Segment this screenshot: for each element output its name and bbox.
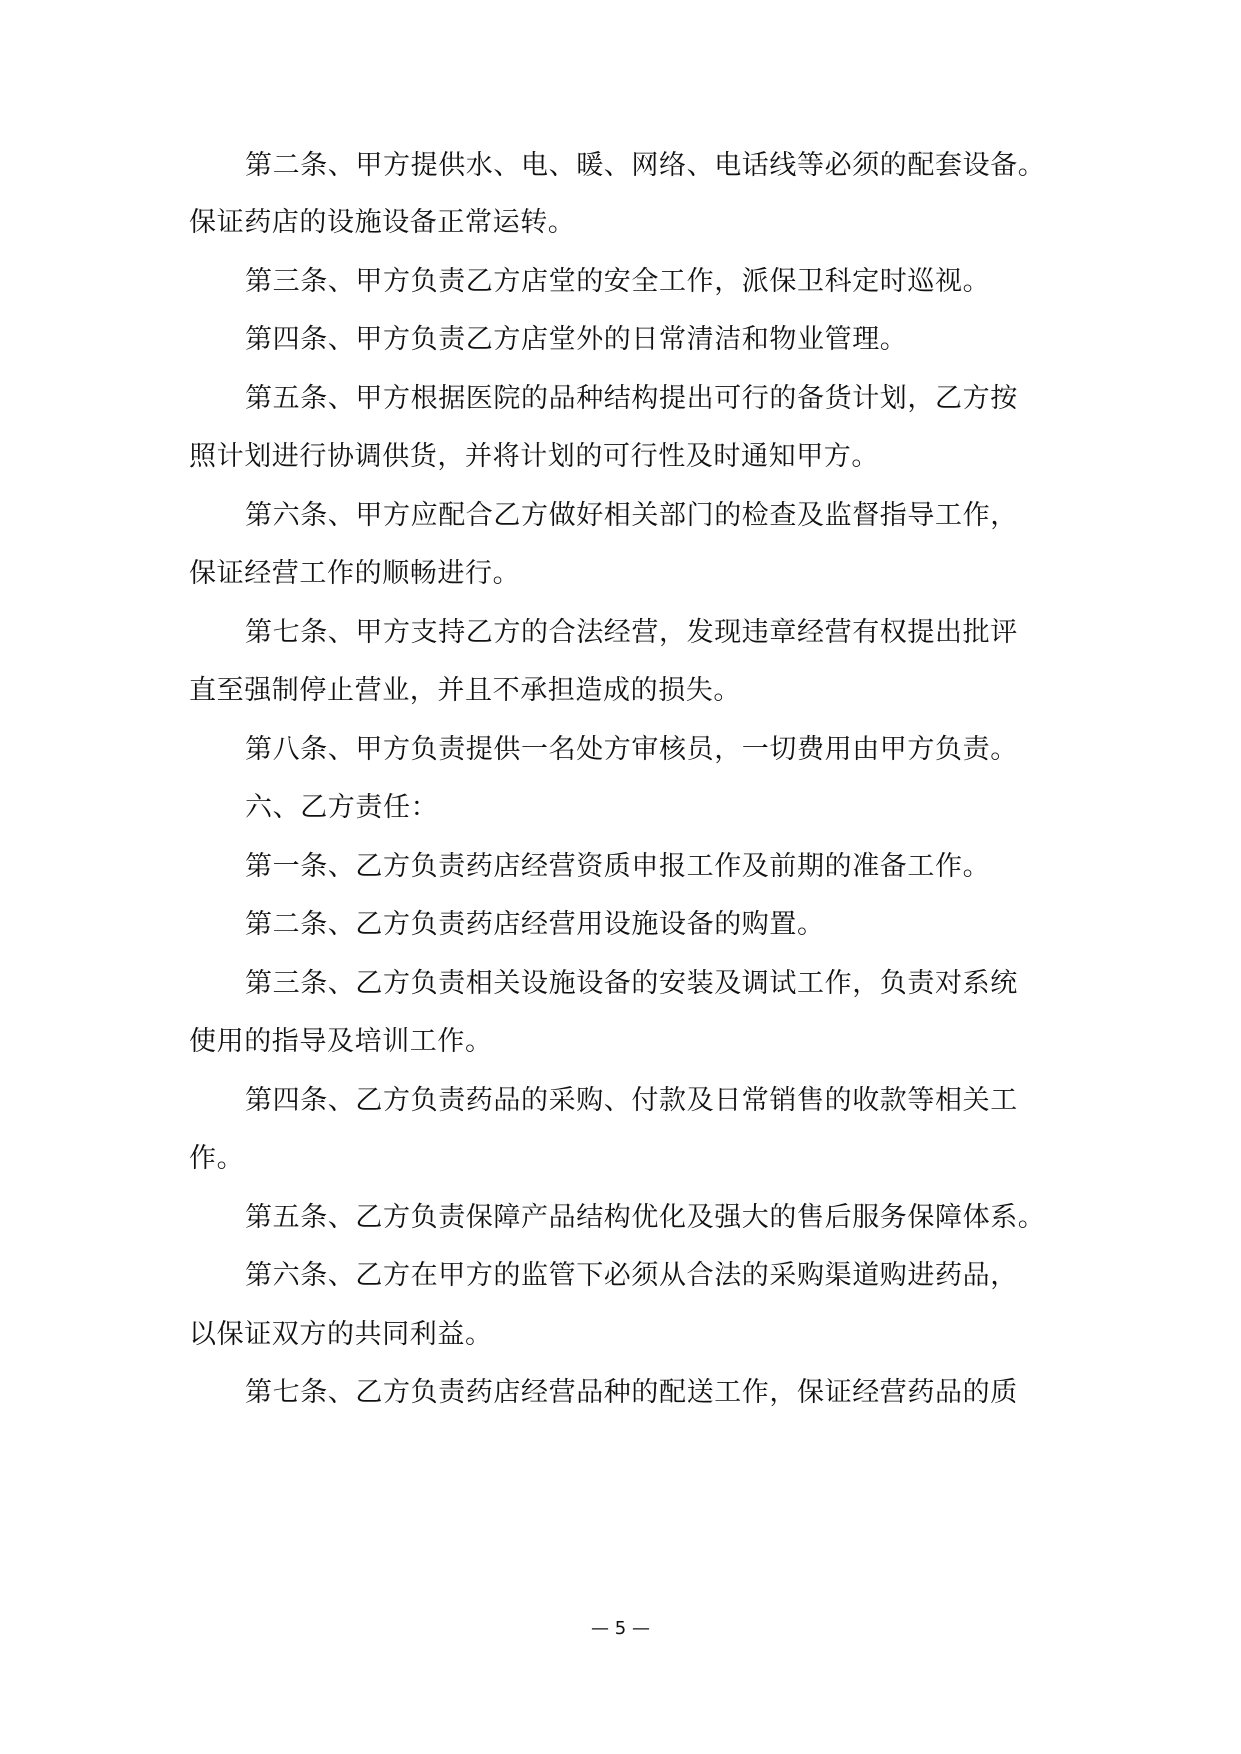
text-line: 第六条、乙方在甲方的监管下必须从合法的采购渠道购进药品， [245, 1260, 1018, 1291]
text-line: 第四条、乙方负责药品的采购、付款及日常销售的收款等相关工 [245, 1085, 1018, 1116]
text-line: 第六条、甲方应配合乙方做好相关部门的检查及监督指导工作， [245, 500, 1018, 531]
text-line: 第二条、甲方提供水、电、暖、网络、电话线等必须的配套设备。 [245, 150, 1046, 181]
text-line: 作。 [189, 1143, 245, 1174]
text-line: 直至强制停止营业，并且不承担造成的损失。 [189, 675, 741, 706]
text-line: 第三条、甲方负责乙方店堂的安全工作，派保卫科定时巡视。 [245, 266, 991, 297]
text-line: 第二条、乙方负责药店经营用设施设备的购置。 [245, 909, 825, 940]
text-line: 使用的指导及培训工作。 [189, 1026, 493, 1057]
text-line: 第五条、甲方根据医院的品种结构提出可行的备货计划，乙方按 [245, 383, 1018, 414]
text-line: 保证经营工作的顺畅进行。 [189, 558, 521, 589]
text-line: 第七条、乙方负责药店经营品种的配送工作，保证经营药品的质 [245, 1377, 1018, 1408]
text-line: 保证药店的设施设备正常运转。 [189, 207, 576, 238]
page-number: — 5 — [591, 1618, 650, 1639]
text-line: 第七条、甲方支持乙方的合法经营，发现违章经营有权提出批评 [245, 617, 1018, 648]
section-heading: 六、乙方责任： [245, 792, 439, 823]
text-line: 第四条、甲方负责乙方店堂外的日常清洁和物业管理。 [245, 324, 908, 355]
text-line: 第三条、乙方负责相关设施设备的安装及调试工作，负责对系统 [245, 968, 1018, 999]
text-line: 第一条、乙方负责药店经营资质申报工作及前期的准备工作。 [245, 851, 991, 882]
text-line: 第五条、乙方负责保障产品结构优化及强大的售后服务保障体系。 [245, 1202, 1046, 1233]
text-line: 以保证双方的共同利益。 [189, 1319, 493, 1350]
text-line: 照计划进行协调供货，并将计划的可行性及时通知甲方。 [189, 441, 879, 472]
text-line: 第八条、甲方负责提供一名处方审核员，一切费用由甲方负责。 [245, 734, 1018, 765]
